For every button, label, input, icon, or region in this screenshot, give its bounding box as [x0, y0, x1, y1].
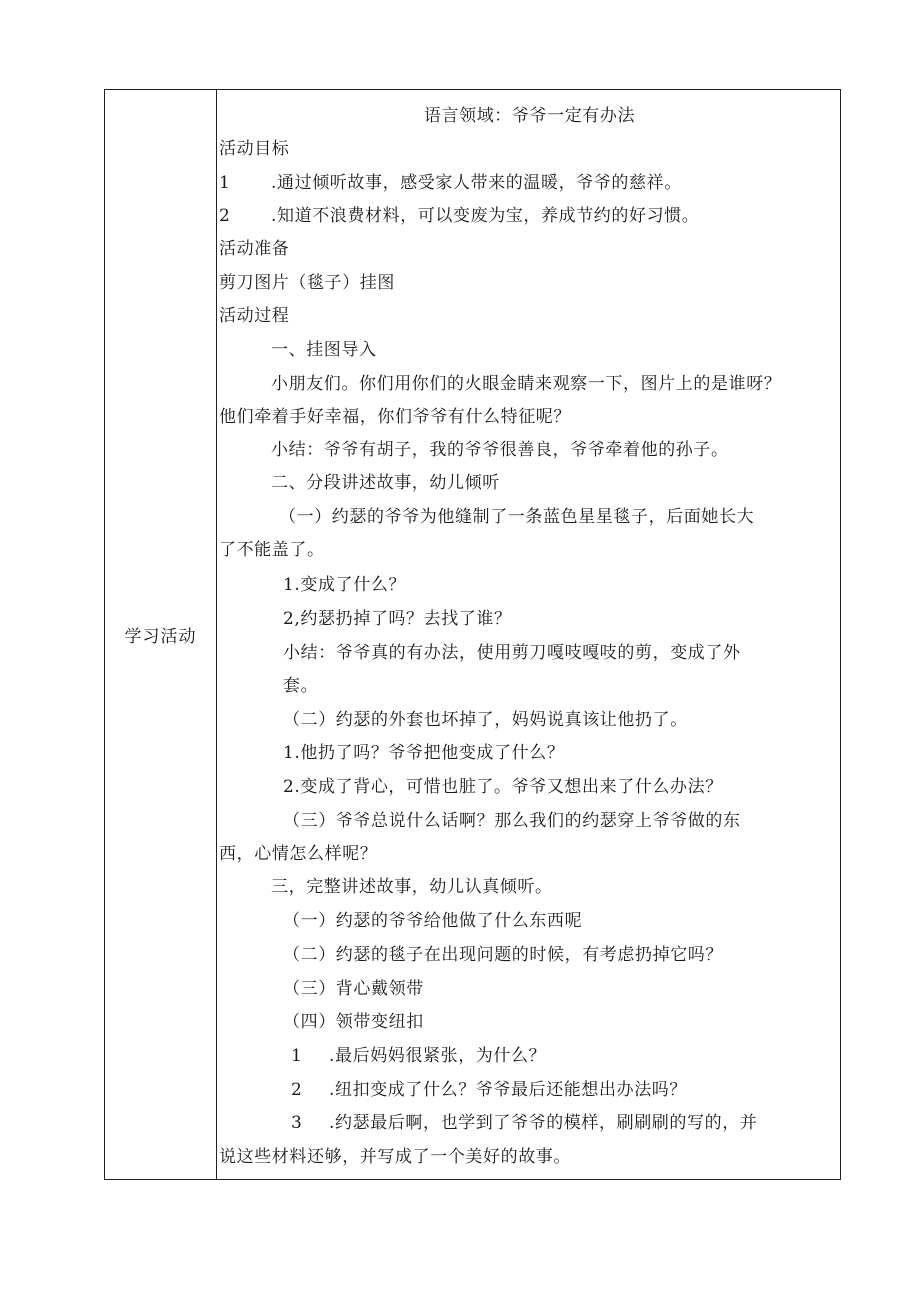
- summary-line: 套。: [283, 676, 319, 696]
- preparation-text: 剪刀图片（毯子）挂图: [219, 273, 395, 293]
- item-text: .约瑟最后啊，也学到了爷爷的模样，刷刷刷的写的，并: [329, 1113, 758, 1133]
- goal-text: .通过倾听故事，感受家人带来的温暖，爷爷的慈祥。: [271, 173, 682, 193]
- content-cell: [219, 90, 840, 1179]
- heading-goals: 活动目标: [219, 139, 290, 159]
- row-label: 学习活动: [124, 627, 197, 647]
- goal-line-1: [219, 172, 682, 194]
- summary-line: 小结：爷爷有胡子，我的爷爷很善良，爷爷牵着他的孙子。: [271, 440, 729, 460]
- section-1-heading: 一、挂图导入: [271, 340, 377, 360]
- paragraph-line: 说这些材料还够，并写成了一个美好的故事。: [219, 1147, 571, 1167]
- numbered-line: [291, 1045, 546, 1067]
- numbered-line: [291, 1112, 757, 1134]
- paragraph-line: 西，心情怎么样呢？: [219, 844, 378, 864]
- paragraph-line: 小朋友们。你们用你们的火眼金睛来观察一下，图片上的是谁呀？: [271, 374, 782, 394]
- summary-line: 小结：爷爷真的有办法，使用剪刀嘎吱嘎吱的剪，变成了外: [283, 643, 741, 663]
- heading-preparation: 活动准备: [219, 239, 290, 259]
- paragraph-line: （一）约瑟的爷爷为他缝制了一条蓝色星星毯子，后面她长大: [279, 507, 755, 527]
- numbered-line: [291, 1079, 687, 1101]
- paragraph-line: （三）爷爷总说什么话啊？那么我们的约瑟穿上爷爷做的东: [283, 811, 741, 831]
- column-divider: [216, 90, 217, 1179]
- question-line: 1.他扔了吗？爷爷把他变成了什么？: [283, 743, 565, 763]
- paragraph-line: 他们牵着手好幸福，你们爷爷有什么特征呢？: [219, 407, 571, 427]
- question-line: 2.变成了背心，可惜也脏了。爷爷又想出来了什么办法？: [283, 777, 723, 797]
- goal-number: 2: [219, 206, 231, 226]
- question-line: 1.变成了什么？: [283, 575, 407, 595]
- row-label-cell: [105, 90, 216, 1179]
- heading-process: 活动过程: [219, 306, 290, 326]
- item-number: 3: [291, 1113, 303, 1133]
- goal-number: 1: [219, 173, 231, 193]
- lesson-table: [104, 89, 841, 1180]
- question-line: （三）背心戴领带: [283, 979, 424, 999]
- item-number: 1: [291, 1046, 303, 1066]
- question-line: （二）约瑟的毯子在出现问题的时候，有考虑扔掉它吗？: [283, 945, 723, 965]
- goal-line-2: [219, 205, 699, 227]
- question-line: 2,约瑟扔掉了吗？去找了谁？: [283, 609, 512, 629]
- lesson-title: 语言领域：爷爷一定有办法: [423, 106, 636, 126]
- item-text: .纽扣变成了什么？爷爷最后还能想出办法吗？: [329, 1080, 688, 1100]
- section-2-heading: 二、分段讲述故事，幼儿倾听: [271, 473, 500, 493]
- question-line: （一）约瑟的爷爷给他做了什么东西呢: [283, 911, 583, 931]
- paragraph-line: （二）约瑟的外套也坏掉了，妈妈说真该让他扔了。: [283, 710, 688, 730]
- paragraph-line: 了不能盖了。: [219, 540, 325, 560]
- item-number: 2: [291, 1080, 303, 1100]
- question-line: （四）领带变纽扣: [283, 1012, 424, 1032]
- goal-text: .知道不浪费材料，可以变废为宝，养成节约的好习惯。: [271, 206, 700, 226]
- section-3-heading: 三，完整讲述故事，幼儿认真倾听。: [271, 877, 553, 897]
- item-text: .最后妈妈很紧张，为什么？: [329, 1046, 547, 1066]
